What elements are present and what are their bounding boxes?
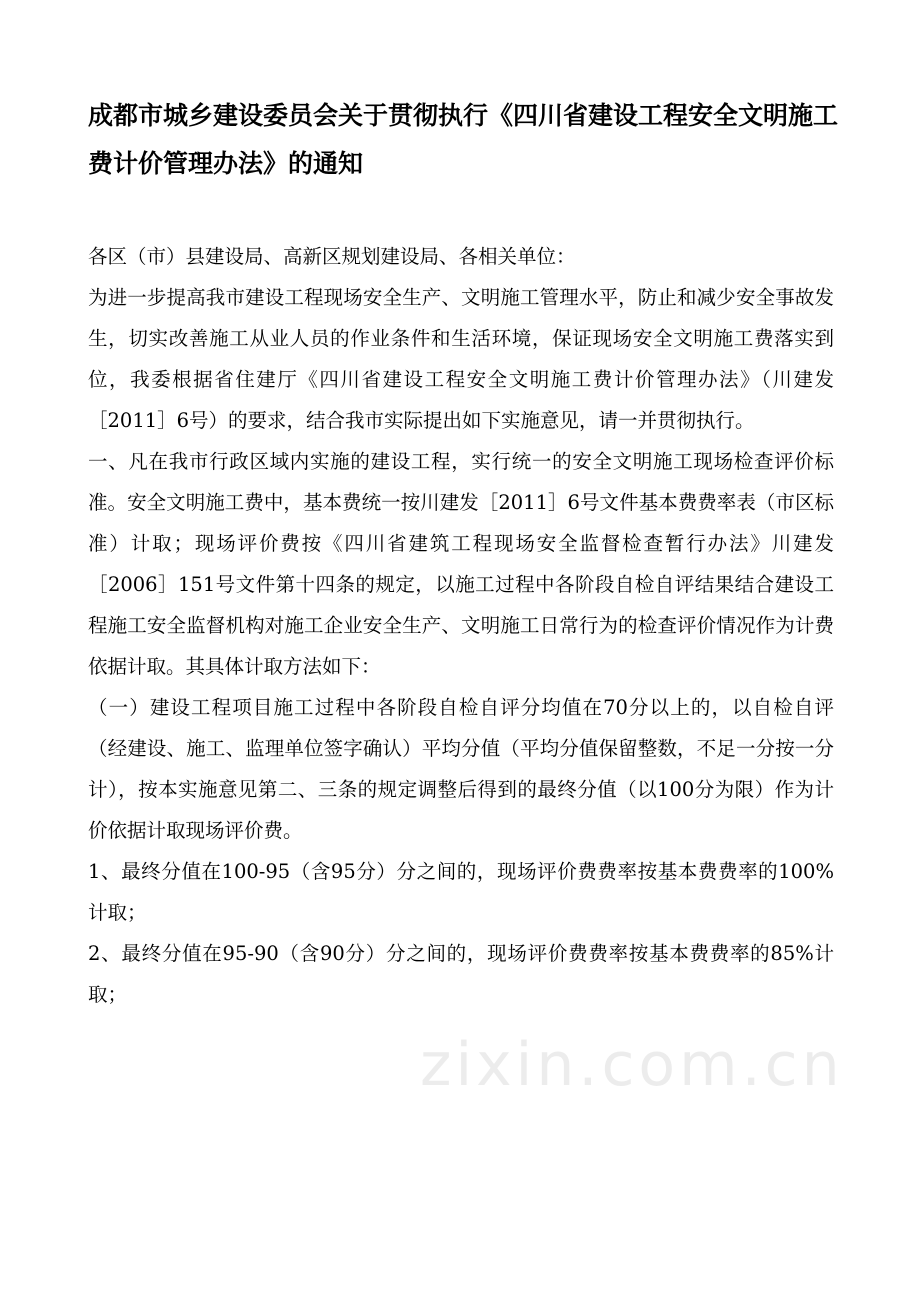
watermark-text: zixin.com.cn [420,1030,844,1100]
section-one-paragraph: 一、凡在我市行政区域内实施的建设工程，实行统一的安全文明施工现场检查评价标准。安全文明施工费中，基本费统一按川建发［2011］6号文件基本费费率表（市区标准）计取；现场评价费按《四川省建筑工程现场安全监督检查暂行办法》川建发［2006］151号文件第十四条的规定，以施工过程中各阶段自检自评结果结合建设工程施工安全监督机构对施工企业安全生产、文明施工日常行为的检查评价情况作为计费依据计取。其具体计取方法如下： [88,450,834,678]
intro-paragraph: 为进一步提高我市建设工程现场安全生产、文明施工管理水平，防止和减少安全事故发生，切实改善施工从业人员的作业条件和生活环境，保证现场安全文明施工费落实到位，我委根据省住建厅《四川省建设工程安全文明施工费计价管理办法》（川建发［2011］6号）的要求，结合我市实际提出如下实施意见，请一并贯彻执行。 [88,286,834,432]
document-title: 成都市城乡建设委员会关于贯彻执行《四川省建设工程安全文明施工费计价管理办法》的通知 [88,101,839,178]
item-one-paragraph: 1、最终分值在100-95（含95分）分之间的，现场评价费费率按基本费费率的100%计取； [88,860,834,924]
salutation-paragraph: 各区（市）县建设局、高新区规划建设局、各相关单位： [88,245,576,268]
document-body [88,236,834,1015]
subsection-one-paragraph: （一）建设工程项目施工过程中各阶段自检自评分均值在70分以上的，以自检自评（经建设、施工、监理单位签字确认）平均分值（平均分值保留整数，不足一分按一分计），按本实施意见第二、三条的规定调整后得到的最终分值（以100分为限）作为计价依据计取现场评价费。 [88,696,834,842]
item-two-paragraph: 2、最终分值在95-90（含90分）分之间的，现场评价费费率按基本费费率的85%计取； [88,942,834,1006]
